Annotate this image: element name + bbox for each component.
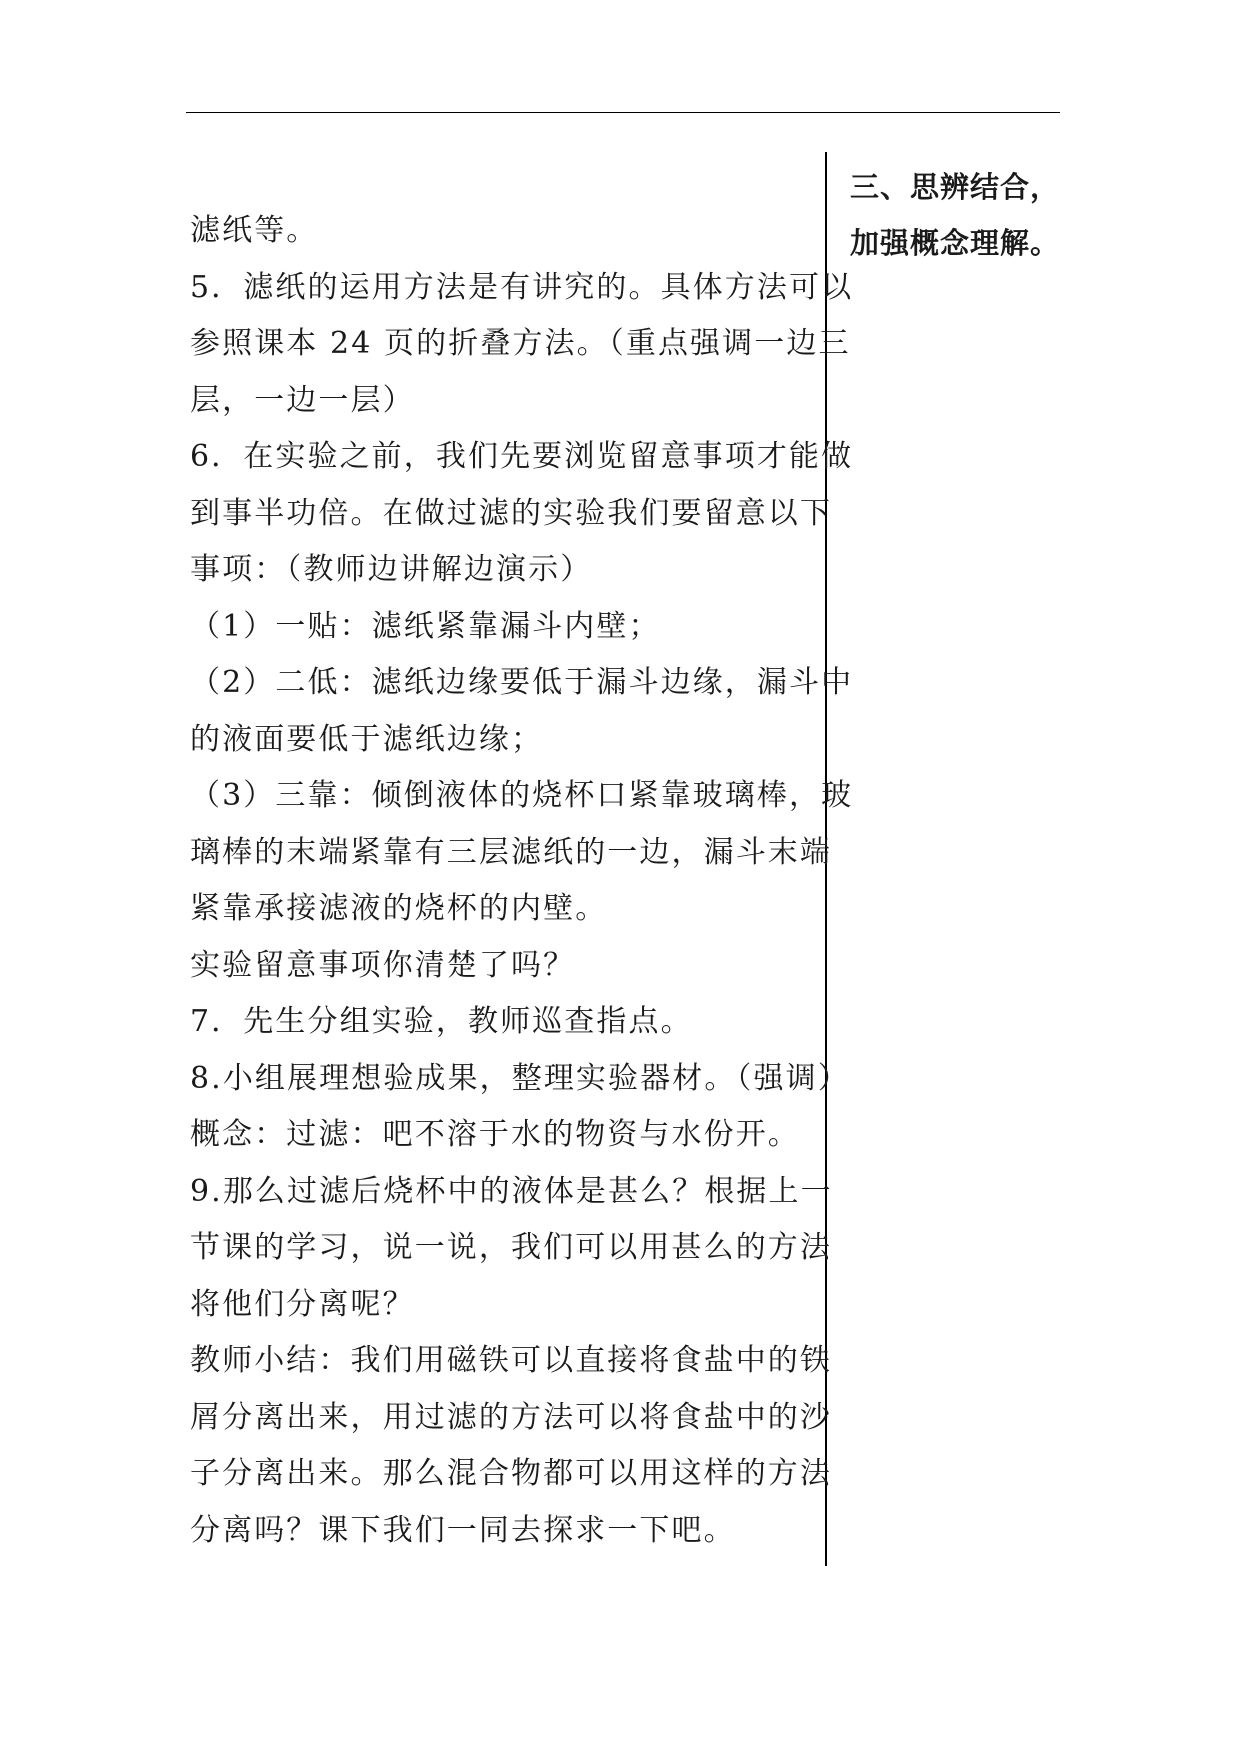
text-line: 滤纸等。: [190, 213, 319, 248]
text-line: 将他们分离呢？: [190, 1286, 415, 1322]
text-line: 璃棒的末端紧靠有三层滤纸的一边，漏斗末端: [190, 834, 832, 870]
text-line: （2）二低：滤纸边缘要低于漏斗边缘，漏斗中: [190, 665, 854, 700]
text-line: 6．在实验之前，我们先要浏览留意事项才能做: [190, 439, 854, 474]
text-line: 8.小组展理想验成果，整理实验器材。（强调）: [190, 1060, 850, 1096]
side-heading-line: 三、思辨结合，: [850, 170, 1061, 204]
header-rule: [186, 112, 1060, 113]
text-line: （3）三靠：倾倒液体的烧杯口紧靠玻璃棒，玻: [190, 778, 854, 813]
text-line: 概念：过滤：吧不溶于水的物资与水份开。: [190, 1117, 800, 1152]
design-intent-column: [850, 159, 1060, 271]
text-line: 9.那么过滤后烧杯中的液体是甚么？根据上一: [190, 1173, 833, 1209]
lesson-procedure-column: [190, 203, 854, 1559]
text-line: 教师小结：我们用磁铁可以直接将食盐中的铁: [190, 1343, 832, 1378]
text-line: 到事半功倍。在做过滤的实验我们要留意以下: [190, 495, 832, 531]
text-line: 子分离出来。那么混合物都可以用这样的方法: [190, 1456, 832, 1491]
text-line: 7．先生分组实验，教师巡查指点。: [190, 1004, 693, 1039]
text-line: 屑分离出来，用过滤的方法可以将食盐中的沙: [190, 1399, 832, 1435]
text-line: 参照课本 24 页的折叠方法。（重点强调一边三: [190, 326, 851, 361]
text-line: （1）一贴：滤纸紧靠漏斗内壁；: [190, 608, 661, 644]
text-line: 5．滤纸的运用方法是有讲究的。具体方法可以: [190, 269, 854, 305]
text-line: 实验留意事项你清楚了吗？: [190, 947, 576, 983]
text-line: 节课的学习，说一说，我们可以用甚么的方法: [190, 1230, 832, 1265]
text-line: 分离吗？课下我们一同去探求一下吧。: [190, 1512, 736, 1548]
text-line: 的液面要低于滤纸边缘；: [190, 721, 544, 757]
text-line: 层，一边一层）: [190, 382, 415, 418]
text-line: 事项：（教师边讲解边演示）: [190, 552, 593, 587]
side-heading-line: 加强概念理解。: [850, 226, 1061, 260]
text-line: 紧靠承接滤液的烧杯的内壁。: [190, 891, 608, 926]
